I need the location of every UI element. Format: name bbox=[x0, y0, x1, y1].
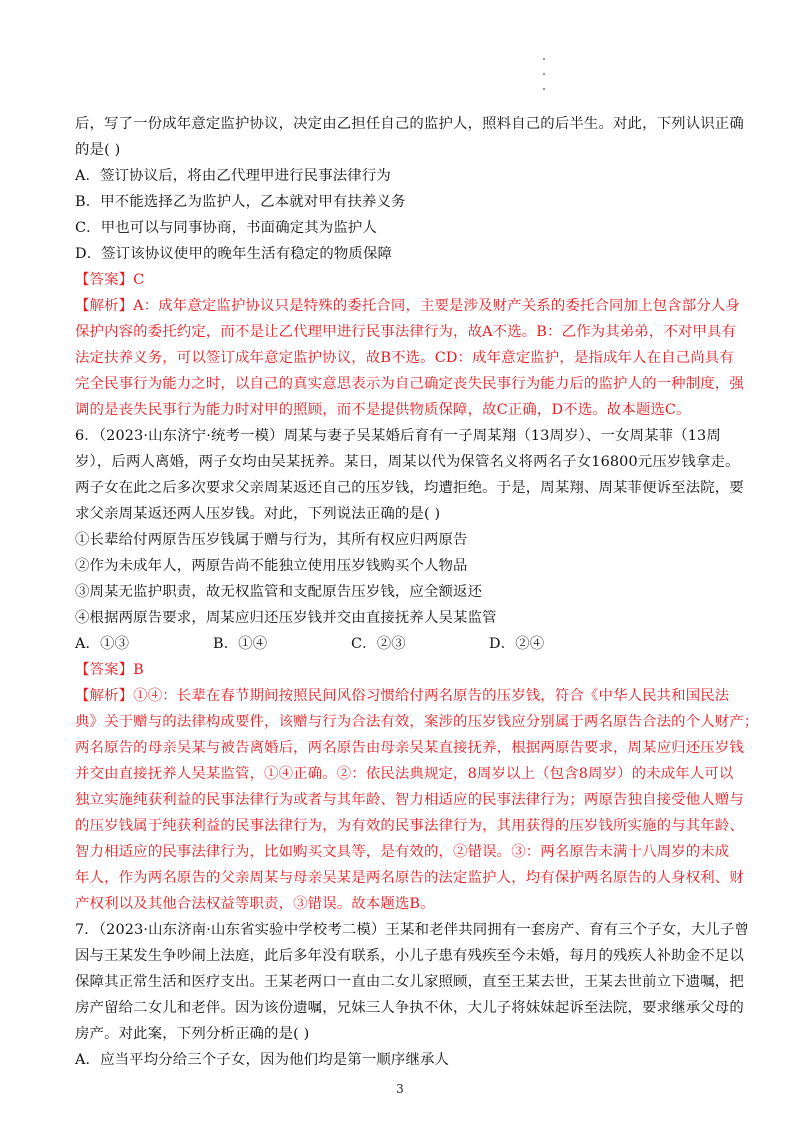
analysis-line: 法定扶养义务，可以签订成年意定监护协议，故B不选。CD：成年意定监护，是指成年人在自己尚具有 bbox=[75, 350, 734, 366]
option-d: D．签订该协议使甲的晚年生活有稳定的物质保障 bbox=[75, 246, 393, 262]
statement-3: ③周某无监护职责，故无权监管和支配原告压岁钱，应全额返还 bbox=[75, 584, 483, 600]
statement-2: ②作为未成年人，两原告尚不能独立使用压岁钱购买个人物品 bbox=[75, 558, 468, 574]
analysis-line: 智力相适应的民事法律行为，比如购买文具等，是有效的，②错误。③：两名原告未满十八周岁的未成 bbox=[75, 844, 730, 860]
analysis-line: 的压岁钱属于纯获利益的民事法律行为，为有效的民事法律行为，其用获得的压岁钱所实施的与其年龄、 bbox=[75, 818, 744, 834]
page-body bbox=[75, 111, 759, 1073]
option-a: A．①③ bbox=[75, 636, 130, 652]
page-number: 3 bbox=[396, 1082, 404, 1096]
question-stem-line: 因与王某发生争吵闹上法庭，此后多年没有联系，小儿子患有残疾至今未婚，每月的残疾人补助金不足以 bbox=[75, 948, 744, 964]
analysis-line: 完全民事行为能力之时，以自己的真实意思表示为自己确定丧失民事行为能力后的监护人的一种制度，强 bbox=[75, 376, 744, 392]
answer-label: 【答案】B bbox=[75, 662, 144, 678]
analysis-line: 两名原告的母亲吴某与被告离婚后，两名原告由母亲吴某直接抚养，根据两原告要求，周某应归还压岁钱 bbox=[75, 740, 744, 756]
options-row bbox=[75, 631, 730, 657]
question-stem-line: 7．（2023·山东济南·山东省实验中学校考二模）王某和老伴共同拥有一套房产、育有三个子女，大儿子曾 bbox=[75, 922, 750, 938]
question-stem-line: 房产留给二女儿和老伴。因为该份遗嘱，兄妹三人争执不休，大儿子将妹妹起诉至法院，要求继承父母的 bbox=[75, 1000, 744, 1016]
analysis-line: 独立实施纯获利益的民事法律行为或者与其年龄、智力相适应的民事法律行为；两原告独自接受他人赠与 bbox=[75, 792, 744, 808]
question-stem-line: 房产。对此案，下列分析正确的是( ) bbox=[75, 1026, 310, 1042]
option-b: B．甲不能选择乙为监护人，乙本就对甲有扶养义务 bbox=[75, 194, 406, 210]
scan-dots bbox=[543, 58, 547, 103]
question-stem-line: 求父亲周某返还两人压岁钱。对此，下列说法正确的是( ) bbox=[75, 506, 441, 522]
question-stem-line: 6．（2023·山东济宁·统考一模）周某与妻子吴某婚后育有一子周某翔（13周岁）、一女周某菲（13周 bbox=[75, 428, 721, 444]
statement-1: ①长辈给付两原告压岁钱属于赠与行为，其所有权应归两原告 bbox=[75, 532, 468, 548]
question-stem-line: 的是( ) bbox=[75, 142, 121, 158]
question-6 bbox=[75, 423, 759, 917]
answer-label: 【答案】C bbox=[75, 272, 145, 288]
question-stem-line: 两子女在此之后多次要求父亲周某返还自己的压岁钱，均遭拒绝。于是，周某翔、周某菲便诉至法院，要 bbox=[75, 480, 744, 496]
option-b: B．①④ bbox=[213, 636, 268, 652]
question-stem-line: 岁），后两人离婚，两子女均由吴某抚养。某日，周某以代为保管名义将两名子女16800元压岁钱拿走。 bbox=[75, 454, 740, 470]
analysis-line: 调的是丧失民事行为能力时对甲的照顾，而不是提供物质保障，故C正确，D不选。故本题选C。 bbox=[75, 402, 691, 418]
question-5 bbox=[75, 111, 744, 423]
analysis-line: 保护内容的委托约定，而不是让乙代理甲进行民事法律行为，故A不选。B：乙作为其弟弟，不对甲具有 bbox=[75, 324, 737, 340]
option-a: A．签订协议后，将由乙代理甲进行民事法律行为 bbox=[75, 168, 391, 184]
question-7 bbox=[75, 917, 750, 1073]
option-d: D．②④ bbox=[489, 636, 545, 652]
option-c: C．甲也可以与同事协商，书面确定其为监护人 bbox=[75, 220, 377, 236]
analysis-line: 并交由直接抚养人吴某监管，①④正确。②：依民法典规定，8周岁以上（包含8周岁）的未成年人可以 bbox=[75, 766, 734, 782]
analysis-line: 【解析】A：成年意定监护协议只是特殊的委托合同，主要是涉及财产关系的委托合同加上包含部分人身 bbox=[75, 298, 740, 314]
analysis-line: 典》关于赠与的法律构成要件，该赠与行为合法有效，案涉的压岁钱应分别属于两名原告合法的个人财产； bbox=[75, 714, 759, 730]
statement-4: ④根据两原告要求，周某应归还压岁钱并交由直接抚养人吴某监管 bbox=[75, 610, 497, 626]
question-stem-line: 后，写了一份成年意定监护协议，决定由乙担任自己的监护人，照料自己的后半生。对此，下列认识正确 bbox=[75, 116, 744, 132]
question-stem-line: 保障其正常生活和医疗支出。王某老两口一直由二女儿家照顾，直至王某去世，王某去世前立下遗嘱，把 bbox=[75, 974, 744, 990]
analysis-line: 【解析】①④：长辈在春节期间按照民间风俗习惯给付两名原告的压岁钱，符合《中华人民共和国民法 bbox=[75, 688, 730, 704]
analysis-line: 产权利以及其他合法权益等职责，③错误。故本题选B。 bbox=[75, 896, 435, 912]
option-a: A．应当平均分给三个子女，因为他们均是第一顺序继承人 bbox=[75, 1052, 450, 1068]
analysis-line: 年人，作为两名原告的父亲周某与母亲吴某是两名原告的法定监护人，均有保护两名原告的人身权利、财 bbox=[75, 870, 744, 886]
option-c: C．②③ bbox=[351, 636, 406, 652]
